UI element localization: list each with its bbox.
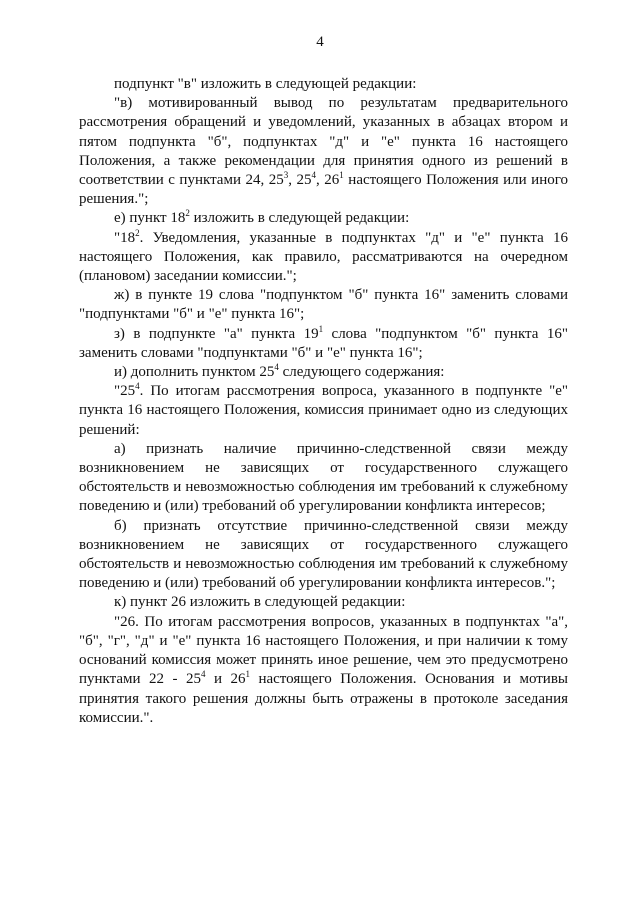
text-run: подпункт "в" изложить в следующей редакции: [114,76,417,92]
text-run: изложить в следующей редакции: [189,210,410,227]
para-item-25-4 [79,382,568,440]
superscript: 3 [283,170,289,181]
para-item-i [79,363,568,382]
text-run: . По итогам рассмотрения вопроса, указанного в подпункте "е" пункта 16 настоящего Положения, комиссия принимает одно из следующих решений: [79,383,568,438]
para-decision-a [79,440,568,517]
superscript: 2 [185,208,190,219]
para-item-18-2 [79,229,568,287]
text-run: , 26 [316,172,340,189]
superscript: 1 [318,323,324,334]
document-body [79,75,568,728]
text-run: следующего содержания: [278,364,445,381]
text-run: "18 [114,229,136,246]
para-decision-b [79,517,568,594]
text-run: к) пункт 26 изложить в следующей редакции: [114,594,406,611]
text-run: , 25 [288,172,312,189]
para-item-26 [79,613,568,728]
text-run: настоящего Положения. Основания и мотивы принятия такого решения должны быть отражены в протоколе заседания комиссии.". [79,671,568,726]
text-run: слова "подпунктом "б" пункта 16" заменить словами "подпунктами "б" и "е" пункта 16"; [79,325,568,361]
para-subitem-v-intro [79,75,568,94]
superscript: 1 [339,170,344,181]
text-run: "25 [114,383,136,400]
superscript: 4 [274,362,279,373]
text-run: "26. По итогам рассмотрения вопросов, указанных в подпунктах "а", "б", "г", "д" и "е" пункта 16 настоящего Положения, и при наличии к тому оснований комиссия может принять иное решение, чем это предусмотрено пунктами 22 - 25 [79,613,568,688]
superscript: 1 [245,669,250,680]
text-run: "в) мотивированный вывод по результатам предварительного рассмотрения обращений и уведомлений, указанных в абзацах втором и пятом подпункта "б", подпунктах "д" и "е" пункта 16 настоящего Положения, а также рекомендации для принятия одного из решений в соответствии с пунктами 24, 25 [79,95,568,189]
text-run: настоящего Положения или иного решения."; [79,172,569,208]
superscript: 2 [135,227,140,238]
text-run: а) признать наличие причинно-следственной связи между возникновением не зависящих от государственного служащего обстоятельств и невозможностью соблюдения им требований к служебному поведению и (или) требований об урегулировании конфликта интересов; [79,440,568,515]
para-item-z [79,325,568,363]
para-item-k [79,593,568,612]
superscript: 4 [200,669,206,680]
text-run: и 26 [205,671,246,688]
text-run: е) пункт 18 [114,210,186,227]
text-run: . Уведомления, указанные в подпунктах "д" и "е" пункта 16 настоящего Положения, как правило, рассматриваются на очередном (плановом) заседании комиссии."; [79,229,568,285]
text-run: ж) в пункте 19 слова "подпунктом "б" пункта 16" заменить словами "подпунктами "б" и "е" пункта 16"; [79,287,568,323]
para-subitem-v-text [79,94,568,209]
para-item-zh [79,286,568,324]
text-run: з) в подпункте "а" пункта 19 [114,325,319,342]
para-item-e [79,209,568,228]
text-run: б) признать отсутствие причинно-следственной связи между возникновением не зависящих от государственного служащего обстоятельств и невозможностью соблюдения им требований к служебному поведению и (или) требований об урегулировании конфликта интересов."; [79,517,568,592]
text-run: и) дополнить пунктом 25 [114,364,275,381]
page-number: 4 [316,34,324,50]
superscript: 4 [135,381,140,392]
superscript: 4 [311,170,317,181]
